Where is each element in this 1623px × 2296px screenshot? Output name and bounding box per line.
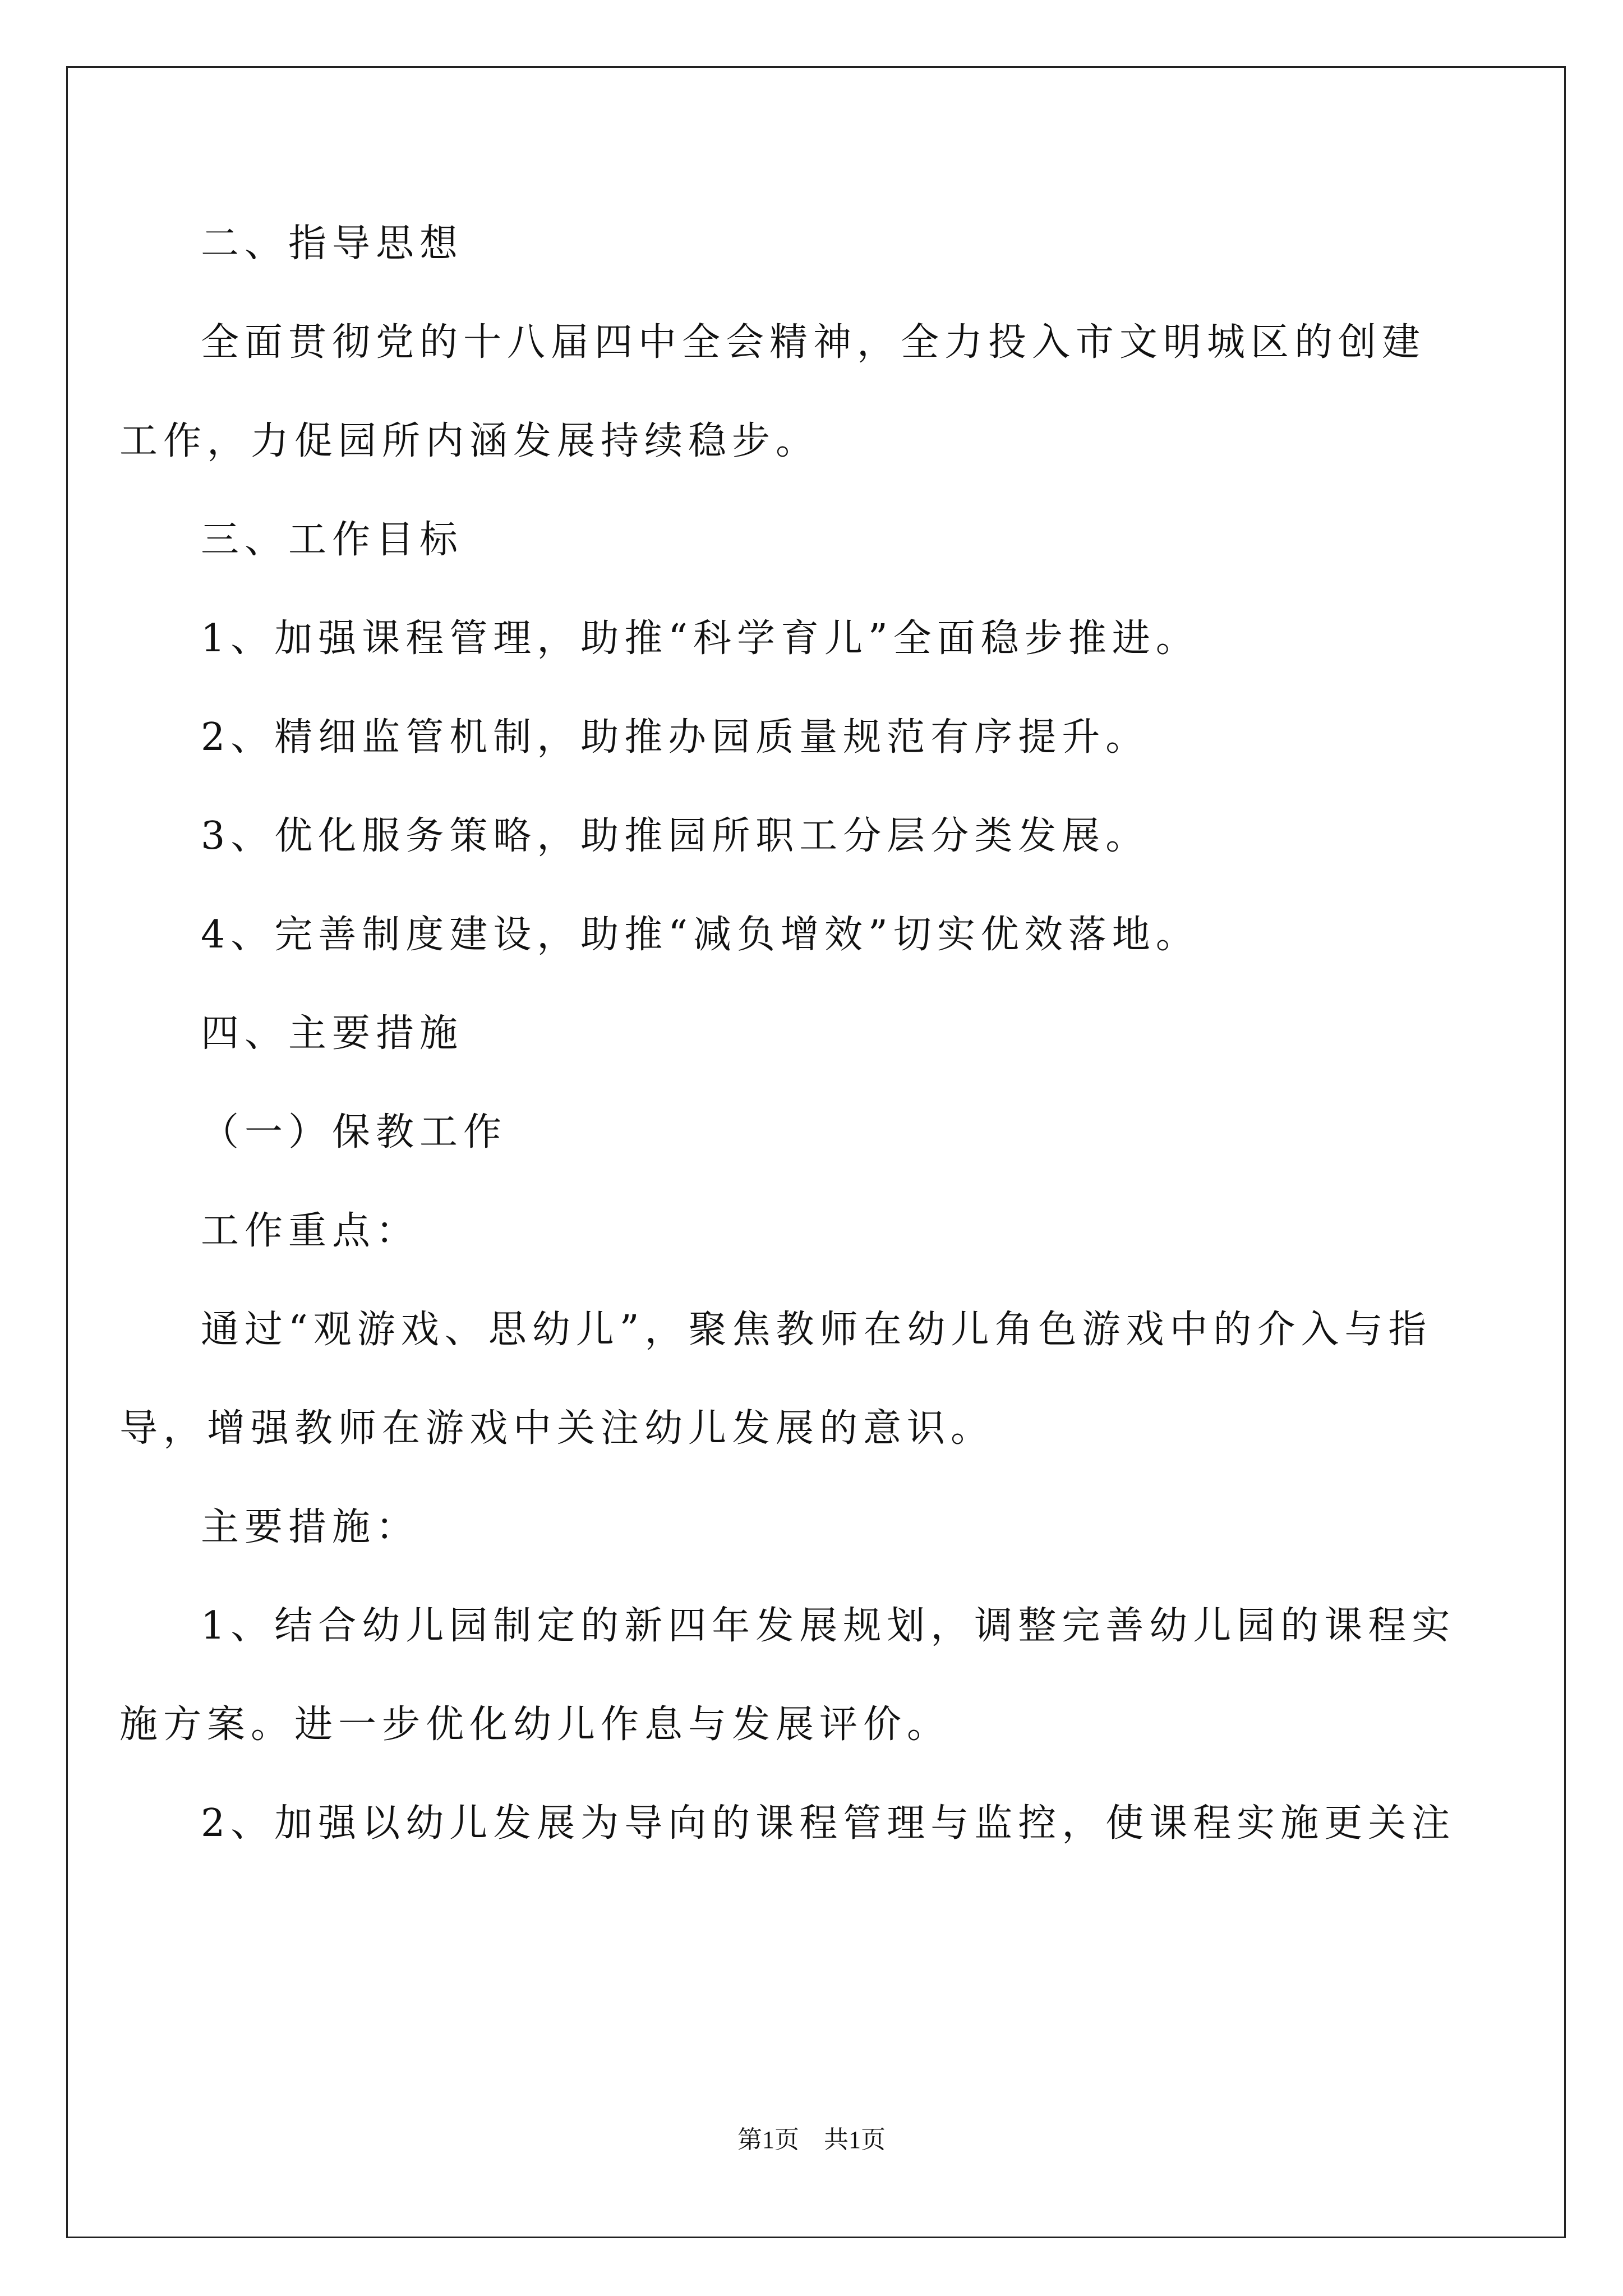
label-work-focus: 工作重点：: [201, 1209, 420, 1253]
goal-item-2: 2、精细监管机制，助推办园质量规范有序提升。: [201, 715, 1150, 760]
paragraph-line: 通过“观游戏、思幼儿”，聚焦教师在幼儿角色游戏中的介入与指: [201, 1308, 1432, 1352]
section-heading-guiding-ideology: 二、指导思想: [201, 222, 464, 266]
paragraph-line: 全面贯彻党的十八届四中全会精神，全力投入市文明城区的创建: [201, 320, 1426, 365]
paragraph-line: 工作，力促园所内涵发展持续稳步。: [119, 419, 820, 463]
section-heading-work-goals: 三、工作目标: [201, 518, 464, 562]
section-heading-main-measures: 四、主要措施: [201, 1011, 464, 1056]
subsection-heading-care-education: （一）保教工作: [201, 1110, 508, 1154]
paragraph-line: 导，增强教师在游戏中关注幼儿发展的意识。: [119, 1406, 995, 1451]
measure-item-2: 2、加强以幼儿发展为导向的课程管理与监控，使课程实施更关注: [201, 1801, 1456, 1846]
measure-item-1: 1、结合幼儿园制定的新四年发展规划，调整完善幼儿园的课程实: [201, 1604, 1456, 1648]
paragraph-line: 施方案。进一步优化幼儿作息与发展评价。: [119, 1703, 951, 1747]
label-main-measures: 主要措施：: [201, 1505, 420, 1549]
page-footer: 第1页 共1页: [737, 2126, 886, 2154]
goal-item-4: 4、完善制度建设，助推“减负增效”切实优效落地。: [201, 913, 1200, 957]
document-body: [119, 216, 1456, 1852]
goal-item-1: 1、加强课程管理，助推“科学育儿”全面稳步推进。: [201, 616, 1200, 661]
goal-item-3: 3、优化服务策略，助推园所职工分层分类发展。: [201, 814, 1150, 858]
